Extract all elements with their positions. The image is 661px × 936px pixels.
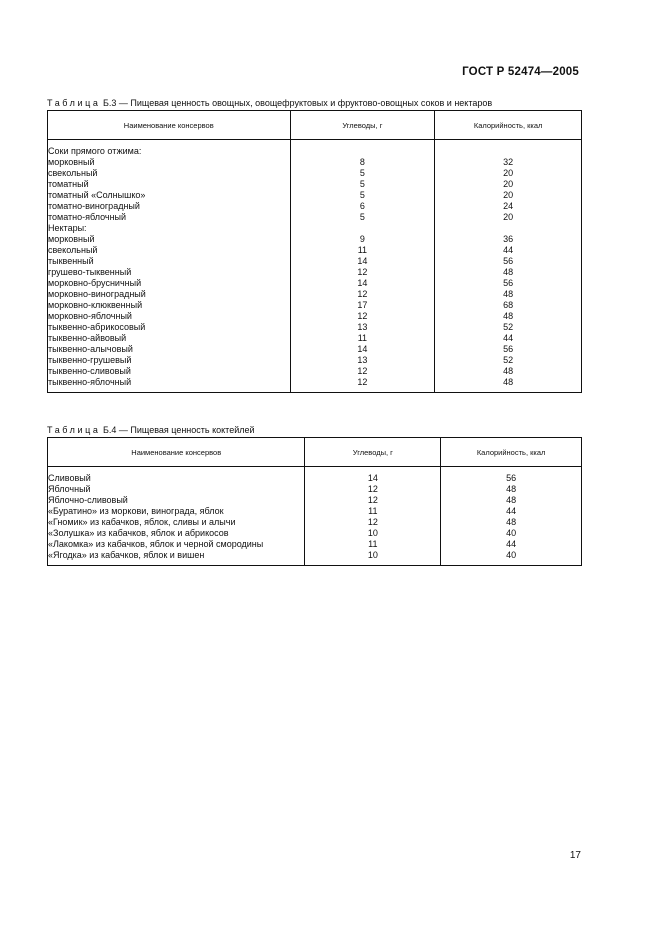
table-header-row bbox=[48, 438, 582, 467]
product-name-cell: тыквенно-яблочный bbox=[48, 377, 291, 393]
carbs-cell: 12 bbox=[290, 366, 435, 377]
product-name-cell: Яблочный bbox=[48, 484, 305, 495]
product-name-cell: Сливовый bbox=[48, 467, 305, 485]
carbs-cell: 11 bbox=[305, 506, 441, 517]
table-row bbox=[48, 539, 582, 550]
kcal-cell: 20 bbox=[435, 179, 582, 190]
table-row bbox=[48, 377, 582, 393]
kcal-cell: 48 bbox=[441, 484, 582, 495]
product-name-cell: «Золушка» из кабачков, яблок и абрикосов bbox=[48, 528, 305, 539]
kcal-cell: 24 bbox=[435, 201, 582, 212]
carbs-cell: 11 bbox=[305, 539, 441, 550]
table-b4-body bbox=[48, 467, 582, 566]
product-name-cell: томатный bbox=[48, 179, 291, 190]
product-name-cell: тыквенный bbox=[48, 256, 291, 267]
product-name-cell: «Буратино» из моркови, винограда, яблок bbox=[48, 506, 305, 517]
carbs-cell: 12 bbox=[290, 377, 435, 393]
table-row bbox=[48, 168, 582, 179]
product-name-cell: «Гномик» из кабачков, яблок, сливы и алычи bbox=[48, 517, 305, 528]
product-name-cell: свекольный bbox=[48, 245, 291, 256]
table-row bbox=[48, 245, 582, 256]
carbs-cell: 12 bbox=[290, 289, 435, 300]
table-row bbox=[48, 355, 582, 366]
kcal-cell: 56 bbox=[435, 256, 582, 267]
carbs-cell: 6 bbox=[290, 201, 435, 212]
table-b3-body bbox=[48, 140, 582, 393]
product-name-cell: морковный bbox=[48, 157, 291, 168]
product-name-cell: тыквенно-грушевый bbox=[48, 355, 291, 366]
kcal-cell: 48 bbox=[435, 377, 582, 393]
product-name-cell: тыквенно-айвовый bbox=[48, 333, 291, 344]
kcal-cell: 56 bbox=[441, 467, 582, 485]
table-b3-caption-text: Б.3 — Пищевая ценность овощных, овощефруктовых и фруктово-овощных соков и нектаров bbox=[100, 98, 493, 108]
product-name-cell: морковно-брусничный bbox=[48, 278, 291, 289]
table-b3-caption-label: Таблица bbox=[47, 98, 101, 108]
table-b4-caption-text: Б.4 — Пищевая ценность коктейлей bbox=[100, 425, 255, 435]
product-name-cell: морковно-яблочный bbox=[48, 311, 291, 322]
table-header-row bbox=[48, 111, 582, 140]
kcal-cell: 32 bbox=[435, 157, 582, 168]
table-row bbox=[48, 366, 582, 377]
carbs-cell: 12 bbox=[305, 484, 441, 495]
table-row bbox=[48, 201, 582, 212]
product-name-cell: тыквенно-алычовый bbox=[48, 344, 291, 355]
product-name-cell: «Ягодка» из кабачков, яблок и вишен bbox=[48, 550, 305, 566]
carbs-cell: 12 bbox=[305, 517, 441, 528]
product-name-cell: тыквенно-абрикосовый bbox=[48, 322, 291, 333]
table-row bbox=[48, 467, 582, 485]
table-b3 bbox=[47, 110, 582, 393]
carbs-cell: 11 bbox=[290, 333, 435, 344]
kcal-cell: 44 bbox=[441, 539, 582, 550]
kcal-cell: 20 bbox=[435, 212, 582, 223]
kcal-cell: 48 bbox=[435, 366, 582, 377]
product-name-cell: тыквенно-сливовый bbox=[48, 366, 291, 377]
kcal-cell: 48 bbox=[441, 517, 582, 528]
kcal-cell: 44 bbox=[435, 333, 582, 344]
page-number: 17 bbox=[569, 850, 581, 861]
table-row bbox=[48, 212, 582, 223]
product-name-cell: томатно-виноградный bbox=[48, 201, 291, 212]
kcal-cell: 56 bbox=[435, 344, 582, 355]
table-b4 bbox=[47, 437, 582, 566]
table-row bbox=[48, 495, 582, 506]
table-b3-caption bbox=[47, 98, 492, 108]
table-row bbox=[48, 190, 582, 201]
table-row bbox=[48, 256, 582, 267]
kcal-cell: 44 bbox=[441, 506, 582, 517]
carbs-cell: 14 bbox=[290, 278, 435, 289]
carbs-cell: 14 bbox=[290, 256, 435, 267]
kcal-cell: 48 bbox=[441, 495, 582, 506]
product-name-cell: грушево-тыквенный bbox=[48, 267, 291, 278]
kcal-cell: 40 bbox=[441, 528, 582, 539]
carbs-cell: 10 bbox=[305, 550, 441, 566]
carbs-cell: 12 bbox=[305, 495, 441, 506]
table-row bbox=[48, 234, 582, 245]
product-name-cell: томатный «Солнышко» bbox=[48, 190, 291, 201]
table-row bbox=[48, 311, 582, 322]
empty-cell bbox=[435, 223, 582, 234]
product-name-cell: томатно-яблочный bbox=[48, 212, 291, 223]
kcal-cell: 44 bbox=[435, 245, 582, 256]
carbs-cell: 14 bbox=[305, 467, 441, 485]
carbs-cell: 9 bbox=[290, 234, 435, 245]
carbs-cell: 8 bbox=[290, 157, 435, 168]
table-b4-caption bbox=[47, 425, 255, 435]
kcal-cell: 52 bbox=[435, 322, 582, 333]
carbs-cell: 10 bbox=[305, 528, 441, 539]
column-header-kcal: Калорийность, ккал bbox=[441, 438, 582, 467]
product-name-cell: морковный bbox=[48, 234, 291, 245]
table-row bbox=[48, 267, 582, 278]
table-row bbox=[48, 344, 582, 355]
table-row bbox=[48, 484, 582, 495]
kcal-cell: 68 bbox=[435, 300, 582, 311]
carbs-cell: 5 bbox=[290, 168, 435, 179]
table-row bbox=[48, 333, 582, 344]
table-row bbox=[48, 179, 582, 190]
carbs-cell: 12 bbox=[290, 311, 435, 322]
kcal-cell: 52 bbox=[435, 355, 582, 366]
product-name-cell: морковно-клюквенный bbox=[48, 300, 291, 311]
carbs-cell: 14 bbox=[290, 344, 435, 355]
empty-cell bbox=[435, 140, 582, 158]
table-row bbox=[48, 528, 582, 539]
table-group-row bbox=[48, 223, 582, 234]
column-header-name: Наименование консервов bbox=[48, 438, 305, 467]
table-row bbox=[48, 278, 582, 289]
table-row bbox=[48, 322, 582, 333]
product-name-cell: морковно-виноградный bbox=[48, 289, 291, 300]
carbs-cell: 5 bbox=[290, 190, 435, 201]
kcal-cell: 20 bbox=[435, 168, 582, 179]
column-header-carbs: Углеводы, г bbox=[290, 111, 435, 140]
empty-cell bbox=[290, 223, 435, 234]
table-row bbox=[48, 300, 582, 311]
carbs-cell: 11 bbox=[290, 245, 435, 256]
table-group-row bbox=[48, 140, 582, 158]
table-row bbox=[48, 550, 582, 566]
table-row bbox=[48, 506, 582, 517]
carbs-cell: 13 bbox=[290, 322, 435, 333]
document-code: ГОСТ Р 52474—2005 bbox=[462, 66, 579, 78]
product-name-cell: свекольный bbox=[48, 168, 291, 179]
kcal-cell: 20 bbox=[435, 190, 582, 201]
kcal-cell: 36 bbox=[435, 234, 582, 245]
product-name-cell: «Лакомка» из кабачков, яблок и черной смородины bbox=[48, 539, 305, 550]
carbs-cell: 17 bbox=[290, 300, 435, 311]
table-row bbox=[48, 289, 582, 300]
kcal-cell: 56 bbox=[435, 278, 582, 289]
table-row bbox=[48, 517, 582, 528]
column-header-name: Наименование консервов bbox=[48, 111, 291, 140]
kcal-cell: 48 bbox=[435, 267, 582, 278]
kcal-cell: 48 bbox=[435, 311, 582, 322]
column-header-kcal: Калорийность, ккал bbox=[435, 111, 582, 140]
product-name-cell: Яблочно-сливовый bbox=[48, 495, 305, 506]
carbs-cell: 12 bbox=[290, 267, 435, 278]
empty-cell bbox=[290, 140, 435, 158]
group-label: Соки прямого отжима: bbox=[48, 140, 291, 158]
column-header-carbs: Углеводы, г bbox=[305, 438, 441, 467]
kcal-cell: 48 bbox=[435, 289, 582, 300]
carbs-cell: 13 bbox=[290, 355, 435, 366]
carbs-cell: 5 bbox=[290, 179, 435, 190]
table-row bbox=[48, 157, 582, 168]
table-b4-caption-label: Таблица bbox=[47, 425, 101, 435]
carbs-cell: 5 bbox=[290, 212, 435, 223]
kcal-cell: 40 bbox=[441, 550, 582, 566]
group-label: Нектары: bbox=[48, 223, 291, 234]
